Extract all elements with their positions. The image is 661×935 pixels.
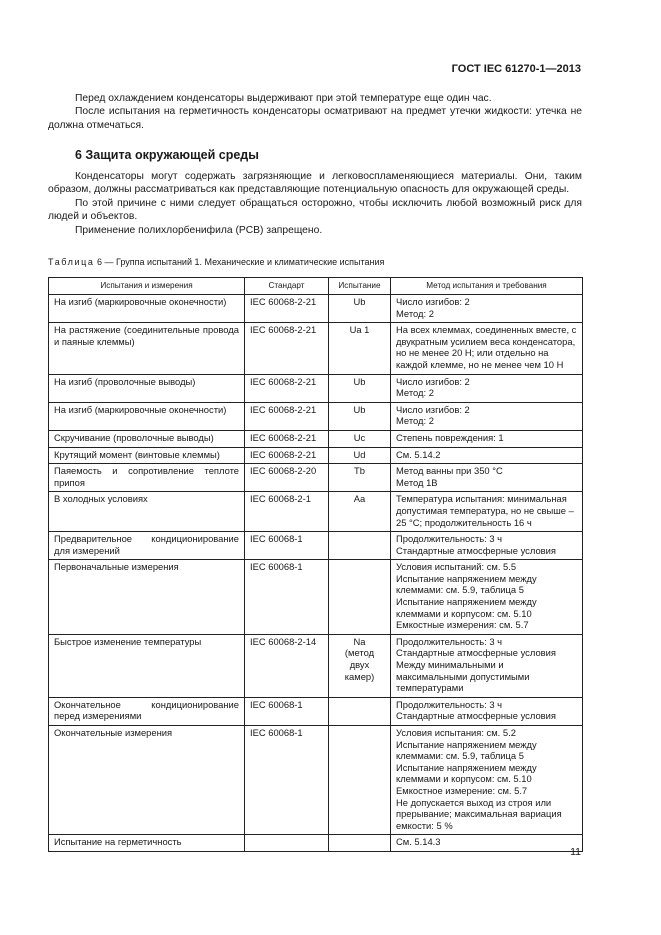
document-header: ГОСТ IEC 61270-1—2013 [451, 63, 581, 75]
cell-line: Быстрое изменение температуры [54, 635, 202, 647]
cell-line: IEC 60068-2-21 [250, 324, 317, 336]
cell-line: Uc [353, 431, 366, 443]
cell-line: Окончательные измерения [54, 727, 173, 738]
standard-cell [245, 492, 329, 532]
test-name-cell [49, 402, 245, 430]
cell-line: IEC 60068-2-21 [250, 403, 317, 415]
cell-line: Емкостные измерения: см. 5.7 [396, 619, 529, 631]
table-caption-text: 6 — Группа испытаний 1. Механические и климатические испытания [97, 257, 385, 267]
cell-line: Ub [353, 296, 366, 307]
test-code-cell [329, 835, 391, 852]
section-title: 6 Защита окружающей среды [75, 148, 259, 162]
test-name-cell [49, 560, 245, 635]
test-name-cell [49, 726, 245, 835]
standard-cell [245, 634, 329, 697]
table-body [49, 295, 583, 852]
cell-line: Стандартные атмосферные условия [396, 544, 556, 556]
test-code-cell [329, 532, 391, 560]
test-name-cell [49, 323, 245, 374]
cell-line: Na [353, 635, 366, 647]
cell-line: IEC 60068-1 [250, 727, 303, 738]
method-cell [391, 560, 583, 635]
cell-line: Испытание напряжением между клеммами: см. 5.9, таблица 5 [396, 572, 537, 596]
test-code-cell [329, 464, 391, 492]
standard-cell [245, 447, 329, 464]
standard-cell [245, 726, 329, 835]
cell-line: IEC 60068-2-21 [250, 448, 317, 460]
table-row [49, 374, 583, 402]
method-cell [391, 464, 583, 492]
cell-line: (метод двух камер) [344, 647, 375, 682]
standard-cell [245, 464, 329, 492]
test-code-cell [329, 402, 391, 430]
table-row [49, 295, 583, 323]
column-header: Метод испытания и требования [391, 278, 583, 295]
standard-cell [245, 697, 329, 725]
table-row [49, 323, 583, 374]
test-name-cell [49, 464, 245, 492]
test-code-cell [329, 430, 391, 447]
paragraph: По этой причине с ними следует обращаться осторожно, чтобы исключить любой возможный риск для людей и объектов. [48, 197, 582, 223]
cell-line: Aa [353, 493, 366, 505]
method-cell [391, 323, 583, 374]
cell-line: Метод: 2 [396, 307, 434, 319]
cell-line: Продолжительность: 3 ч [396, 635, 503, 647]
cell-line: Паяемость и сопротивление теплоте припоя [54, 465, 239, 488]
test-code-cell [329, 492, 391, 532]
method-cell [391, 402, 583, 430]
standard-cell [245, 323, 329, 374]
cell-line: Продолжительность: 3 ч [396, 698, 503, 710]
cell-line: Стандартные атмосферные условия [396, 647, 556, 659]
cell-line: Испытание напряжением между клеммами: см. 5.9, таблица 5 [396, 738, 537, 762]
cell-line: Число изгибов: 2 [396, 296, 470, 307]
cell-line: На растяжение (соединительные провода и паяные клеммы) [54, 324, 239, 347]
table-row [49, 697, 583, 725]
paragraph: Конденсаторы могут содержать загрязняющие и легковоспламеняющиеся материалы. Они, таким образом, должны рассматриваться как представляющие потенциальную опасность для окружающей среды. [48, 171, 582, 196]
test-name-cell [49, 697, 245, 725]
method-cell [391, 374, 583, 402]
cell-line: Условия испытаний: см. 5.5 [396, 561, 517, 573]
standard-cell [245, 295, 329, 323]
method-cell [391, 634, 583, 697]
table-row [49, 532, 583, 560]
intro-text [48, 92, 582, 132]
test-table [48, 277, 583, 852]
standard-cell [245, 532, 329, 560]
page-number: 11 [570, 846, 581, 858]
cell-line: Испытание напряжением между клеммами и корпусом: см. 5.10 [396, 761, 537, 785]
cell-line: Степень повреждения: 1 [396, 431, 504, 443]
test-code-cell [329, 374, 391, 402]
column-header: Испытание [329, 278, 391, 295]
cell-line: IEC 60068-1 [250, 698, 303, 710]
cell-line: IEC 60068-2-14 [250, 635, 317, 647]
standard-cell [245, 430, 329, 447]
test-code-cell [329, 726, 391, 835]
cell-line: IEC 60068-2-21 [250, 431, 317, 443]
cell-line: Температура испытания: минимальная допустимая температура, но не свыше –25 °С; продолжительность 16 ч [396, 493, 574, 528]
cell-line: Емкостное измерение: см. 5.7 [396, 784, 528, 796]
paragraph: Перед охлаждением конденсаторы выдерживают при этой температуре еще один час. [75, 93, 492, 104]
cell-line: Метод: 2 [396, 387, 434, 399]
cell-line: Скручивание (проволочные выводы) [54, 431, 214, 443]
test-code-cell [329, 295, 391, 323]
cell-line: На изгиб (маркировочные оконечности) [54, 296, 227, 307]
method-cell [391, 430, 583, 447]
test-name-cell [49, 447, 245, 464]
test-name-cell [49, 430, 245, 447]
table-row [49, 726, 583, 835]
table-caption-label: Таблица [48, 257, 95, 267]
cell-line: Стандартные атмосферные условия [396, 710, 556, 722]
test-name-cell [49, 532, 245, 560]
test-code-cell [329, 447, 391, 464]
cell-line: Условия испытания: см. 5.2 [396, 727, 516, 738]
paragraph: Применение полихлорбенифила (PCB) запрещено. [75, 224, 323, 236]
cell-line: Предварительное кондиционирование для измерений [54, 533, 239, 556]
method-cell [391, 492, 583, 532]
cell-line: Метод ванны при 350 °С [396, 465, 503, 477]
cell-line: На изгиб (маркировочные оконечности) [54, 403, 227, 415]
table-caption [48, 257, 384, 267]
cell-line: IEC 60068-1 [250, 533, 303, 545]
method-cell [391, 532, 583, 560]
standard-cell [245, 374, 329, 402]
cell-line: Ua 1 [349, 324, 370, 336]
table-row [49, 447, 583, 464]
table-row [49, 464, 583, 492]
cell-line: IEC 60068-2-21 [250, 375, 317, 387]
cell-line: IEC 60068-2-21 [250, 296, 317, 307]
test-code-cell [329, 634, 391, 697]
test-name-cell [49, 295, 245, 323]
test-name-cell [49, 634, 245, 697]
test-name-cell [49, 835, 245, 852]
cell-line: См. 5.14.2 [396, 448, 441, 460]
cell-line: Крутящий момент (винтовые клеммы) [54, 448, 220, 460]
cell-line: Ud [353, 448, 366, 460]
cell-line: Число изгибов: 2 [396, 375, 470, 387]
table-row [49, 835, 583, 852]
cell-line: Первоначальные измерения [54, 561, 179, 573]
cell-line: На всех клеммах, соединенных вместе, с двукратным усилием веса конденсатора, но не менее 20 Н; или отдельно на каждой клемме, но не менее чем 10 Н [396, 324, 577, 370]
cell-line: IEC 60068-2-1 [250, 493, 311, 505]
cell-line: Испытание напряжением между клеммами и корпусом: см. 5.10 [396, 596, 537, 619]
cell-line: В холодных условиях [54, 493, 148, 505]
method-cell [391, 295, 583, 323]
standard-cell [245, 835, 329, 852]
cell-line: Ub [353, 403, 366, 415]
section-text [48, 170, 582, 237]
cell-line: Tb [354, 465, 365, 477]
table-row [49, 634, 583, 697]
test-name-cell [49, 492, 245, 532]
column-header: Испытания и измерения [49, 278, 245, 295]
cell-line: Между минимальными и максимальными допустимыми температурами [396, 659, 530, 694]
method-cell [391, 835, 583, 852]
table-row [49, 492, 583, 532]
test-code-cell [329, 697, 391, 725]
table-row [49, 560, 583, 635]
test-code-cell [329, 560, 391, 635]
paragraph: После испытания на герметичность конденсаторы осматривают на предмет утечки жидкости: утечка не должна отмечаться. [48, 106, 582, 131]
standard-cell [245, 560, 329, 635]
column-header: Стандарт [245, 278, 329, 295]
table-header-row [49, 278, 583, 295]
cell-line: Не допускается выход из строя или прерывание; максимальная вариация емкости: 5 % [396, 796, 562, 831]
method-cell [391, 447, 583, 464]
method-cell [391, 726, 583, 835]
cell-line: Метод 1В [396, 476, 438, 488]
cell-line: Ub [353, 375, 366, 387]
cell-line: На изгиб (проволочные выводы) [54, 375, 196, 387]
cell-line: Окончательное кондиционирование перед измерениями [54, 698, 239, 722]
table-row [49, 430, 583, 447]
cell-line: IEC 60068-1 [250, 561, 303, 573]
test-name-cell [49, 374, 245, 402]
table-row [49, 402, 583, 430]
method-cell [391, 697, 583, 725]
standard-cell [245, 402, 329, 430]
cell-line: Продолжительность: 3 ч [396, 533, 503, 545]
cell-line: См. 5.14.3 [396, 836, 441, 848]
cell-line: Метод: 2 [396, 415, 434, 427]
cell-line: Число изгибов: 2 [396, 403, 470, 415]
test-code-cell [329, 323, 391, 374]
cell-line: Испытание на герметичность [54, 836, 182, 848]
cell-line: IEC 60068-2-20 [250, 465, 317, 477]
